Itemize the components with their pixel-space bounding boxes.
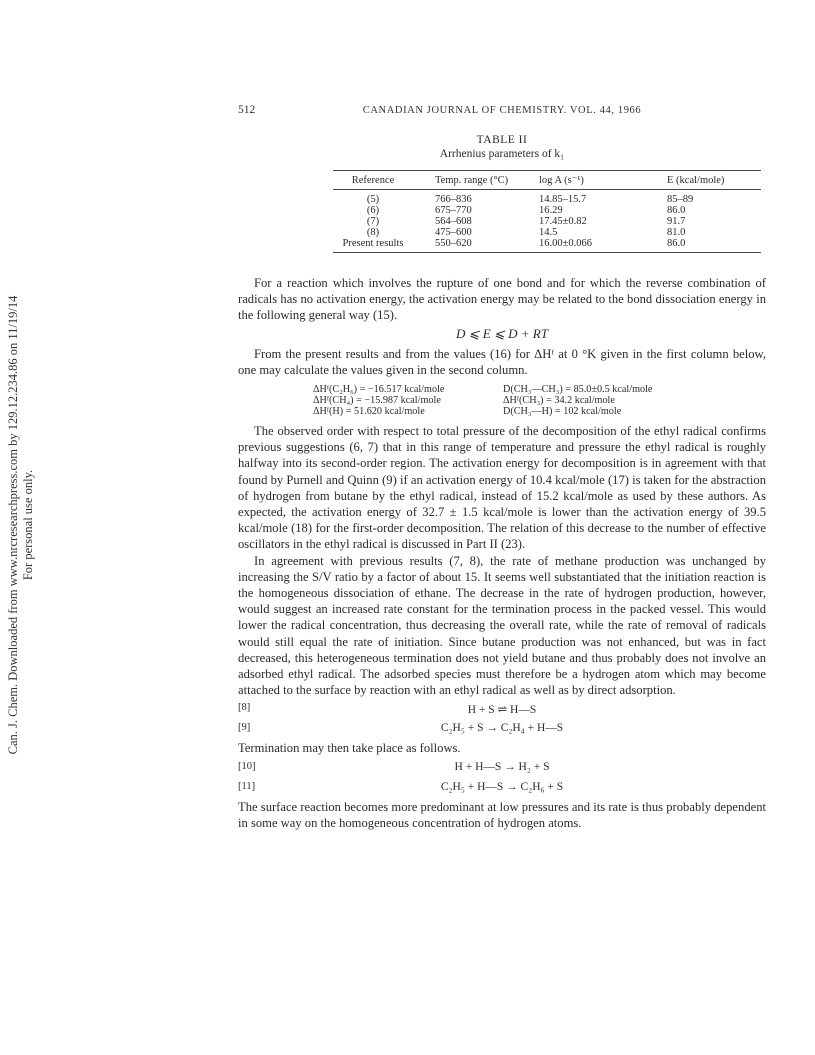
cell: 86.0 [667, 205, 686, 216]
journal-title: CANADIAN JOURNAL OF CHEMISTRY. VOL. 44, 1966 [362, 105, 642, 116]
reaction-number: [11] [238, 780, 256, 792]
arrhenius-table [333, 170, 761, 253]
header-temp-range: Temp. range (°C) [413, 171, 531, 190]
thermo-left-3: ΔHᶠ(H) = 51.620 kcal/mole [313, 406, 425, 418]
cell: 86.0 [637, 238, 761, 253]
reaction-number: [9] [238, 722, 251, 734]
cell: 550–620 [413, 238, 531, 253]
cell: 675–770 [435, 205, 472, 216]
cell: 475–600 [435, 227, 472, 238]
table-row [333, 205, 761, 216]
paragraph-termination: Termination may then take place as follows. [238, 741, 461, 756]
reaction-equation: C₂H₅ + S → C₂H₄ + H—S [440, 722, 564, 735]
cell: 14.85–15.7 [539, 194, 587, 205]
table-row [333, 216, 761, 227]
cell: 81.0 [667, 227, 686, 238]
cell: Present results [333, 238, 413, 253]
paragraph-present-results: From the present results and from the values (16) for ΔHᶠ at 0 °K given in the first column below, one may calculate the values given in the second column. [238, 346, 766, 377]
cell: (5) [366, 194, 380, 205]
paragraph-agreement: In agreement with previous results (7, 8), the rate of methane production was unchanged by increasing the S/V ratio by a factor of about 15. It seems well substantiated that the initiation reaction is the homogeneous dissociation of ethane. The decrease in the rate of hydrogen production, however, would suggest an increased rate constant for the termination process in the packed vessel. This would lower the radical concentration, thus decreasing the overall rate, while the rate of removal of radicals would still equal the rate of initiation. Since butane production was not enhanced, but was in fact decreased, this heterogeneous termination does not yield butane and thus probably does not involve an adsorbed ethyl radical. The adsorbed species must therefore be a hydrogen atom which may become attached to the surface by reaction with an ethyl radical as well as by direct adsorption. [238, 553, 766, 698]
cell: (7) [366, 216, 380, 227]
thermo-left-2: ΔHᶠ(CH₄) = −15.987 kcal/mole [313, 395, 441, 407]
download-notice-line1: Can. J. Chem. Downloaded from www.nrcresearchpress.com by 129.12.234.86 on 11/19/14 [6, 295, 20, 755]
paragraph-surface-reaction: The surface reaction becomes more predominant at low pressures and its rate is thus probably dependent in some way on the homogeneous concentration of hydrogen atoms. [238, 799, 766, 830]
reaction-9 [238, 720, 766, 740]
header-log-a: log A (s⁻¹) [531, 171, 637, 190]
cell: 16.29 [539, 205, 563, 216]
paragraph-observed-order: The observed order with respect to total pressure of the decomposition of the ethyl radical confirms previous suggestions (6, 7) that in this range of temperature and pressure the ethyl radical is roughly halfway into its second-order region. The activation energy for decomposition is in agreement with that found by Purnell and Quinn (9) if an activation energy of 10.4 kcal/mole (17) is taken for the abstraction of hydrogen from butane by the ethyl radical, instead of 15.2 kcal/mole as used by these authors. As expected, the activation energy of 32.7 ± 1.5 kcal/mole is lower than the activation energy of 39.5 kcal/mole (18) for the first-order decomposition. The relation of this decrease to the number of effective oscillators in the ethyl radical is discussed in Part II (23). [238, 424, 766, 552]
cell: (6) [366, 205, 380, 216]
header-energy: E (kcal/mole) [637, 171, 761, 190]
table-title: TABLE II [476, 134, 528, 146]
thermo-right-3: D(CH₃—H) = 102 kcal/mole [503, 406, 622, 418]
page-content [238, 104, 766, 831]
cell: 766–836 [435, 194, 472, 205]
download-notice-line2: For personal use only. [21, 469, 35, 581]
reaction-number: [8] [238, 702, 251, 714]
reaction-number: [10] [238, 760, 256, 772]
table-header-row [333, 171, 761, 190]
reaction-10 [238, 759, 766, 779]
paragraph-bond-dissociation: For a reaction which involves the rupture of one bond and for which the reverse combination of radicals has no activation energy, the activation energy may be related to the bond dissociation energy in the following general way (15). [238, 276, 766, 323]
equation-d-e-rt: D ⩽ E ⩽ D + RT [456, 325, 548, 341]
thermo-left-1: ΔHᶠ(C₂H₆) = −16.517 kcal/mole [313, 384, 445, 396]
cell: 85–89 [667, 194, 694, 205]
cell: 16.00±0.066 [531, 238, 637, 253]
thermo-right-1: D(CH₃—CH₃) = 85.0±0.5 kcal/mole [503, 384, 653, 396]
cell: 564–608 [435, 216, 472, 227]
table-row [333, 227, 761, 238]
cell: 14.5 [539, 227, 558, 238]
page-number: 512 [238, 104, 256, 116]
table-row [333, 238, 761, 253]
reaction-equation: H + H—S → H₂ + S [454, 760, 550, 773]
header-reference: Reference [333, 171, 413, 190]
cell: (8) [366, 227, 380, 238]
reaction-11 [238, 779, 766, 799]
table-caption: Arrhenius parameters of k₁ [439, 148, 565, 160]
reaction-8 [238, 700, 766, 720]
table-row [333, 190, 761, 206]
thermo-right-2: ΔHᶠ(CH₃) = 34.2 kcal/mole [503, 395, 615, 407]
reaction-equation: H + S ⇌ H—S [467, 704, 537, 717]
running-head [238, 104, 766, 120]
download-notice [6, 290, 36, 760]
cell: 91.7 [667, 216, 686, 227]
thermo-values [313, 384, 766, 417]
cell: 17.45±0.82 [539, 216, 587, 227]
reaction-equation: C₂H₅ + H—S → C₂H₆ + S [440, 780, 564, 793]
